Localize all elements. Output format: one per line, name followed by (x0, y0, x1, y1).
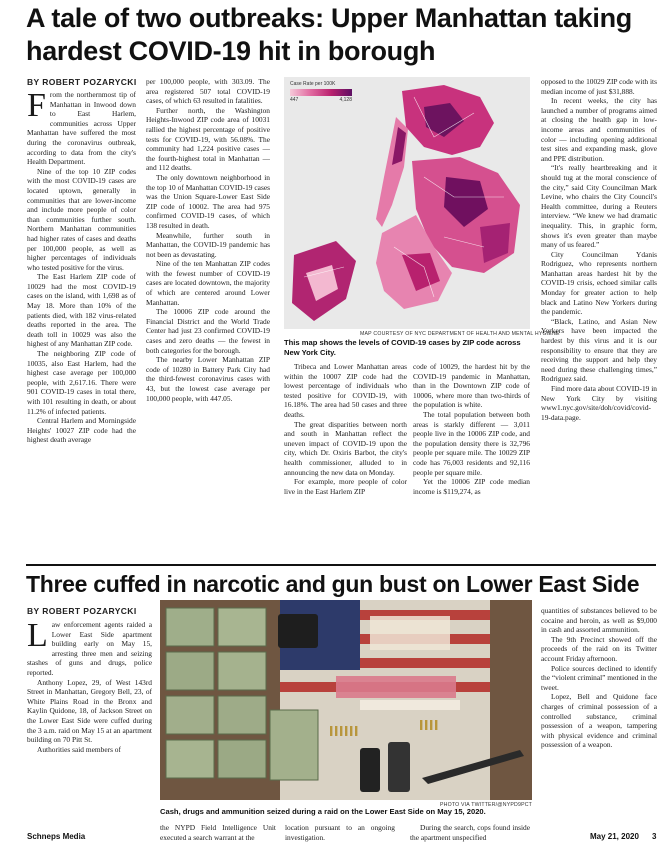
story1-headline: A tale of two outbreaks: Upper Manhattan taking hardest COVID-19 hit in borough (26, 3, 632, 66)
story1-paragraph: Find more data about COVID-19 in New York City by visiting www1.nyc.gov/site/doh/covid/covid-19-data.page. (541, 384, 657, 422)
story2-column-1 (27, 620, 152, 828)
story2-dropcap: L (27, 620, 48, 654)
story1-column-2 (146, 77, 270, 558)
story1-paragraph: The neighboring ZIP code of 10035, also East Harlem, had the highest case average per 100,000 people, with 2,617.16. There were 901 COVID-19 cases in total there, with 101 resulting in death, or about 11.2% of infected patients. (27, 349, 136, 416)
map-caption: This map shows the levels of COVID-19 cases by ZIP code across New York City. (284, 338, 521, 357)
story2-column-3 (285, 823, 395, 845)
story1-paragraph: Yet the 10006 ZIP code median income is $119,274, as (413, 477, 530, 496)
story1-paragraph: code of 10029, the hardest hit by the COVID-19 pandemic in Manhattan, than in the Downtown ZIP code of 10006, where more than two-thirds of the population is white. (413, 362, 530, 410)
story2-paragraph: aw enforcement agents raided a Lower East Side apartment building early on May 15, arresting three men and seizing stashes of guns and drugs, police reported. (27, 620, 152, 677)
story1-paragraph: Nine of the top 10 ZIP codes with the most COVID-19 cases are located uptown, generally in communities that are lower-income and include more people of color than communities further south. Northern Manhattan communities had higher rates of cases and deaths per 100,000 people, as well as higher percentages of individuals who tested positive for the virus. (27, 166, 136, 272)
photo-caption: Cash, drugs and ammunition seized during a raid on the Lower East Side on May 15, 2020. (160, 807, 486, 816)
story1-paragraph: City Councilman Ydanis Rodriguez, who represents northern Manhattan areas hardest hit by the COVID-19 crisis, echoed similar calls Monday for greater action to help black and Latino New Yorkers during the pandemic. (541, 249, 657, 317)
story1-column-5 (541, 77, 657, 558)
story1-paragraph: The total population between both areas is starkly different — 3,011 people live in the 10006 ZIP code, and the population density there is 32,796 people per square mile. The 10029 ZIP code has 76,003 residents and 92,116 people per square mile. (413, 409, 530, 477)
story1-paragraph: The 10006 ZIP code around the Financial District and the World Trade Center had just 23 confirmed COVID-19 cases and zero deaths — the fewest in both categories for the borough. (146, 307, 270, 355)
legend-values (290, 97, 352, 103)
story1-paragraph: rom the northernmost tip of Manhattan in Inwood down to East Harlem, communities across Upper Manhattan have suffered the most during the coronavirus outbreak, according to data from the city's Health Department. (27, 90, 136, 167)
story1-paragraph: Meanwhile, further south in Manhattan, the COVID-19 pandemic has not been as devastating. (146, 230, 270, 259)
story2-paragraph: Authorities said members of (37, 744, 121, 754)
legend-min: 447 (290, 97, 299, 103)
story2-paragraph: Lopez, Bell and Quidone face charges of criminal possession of a controlled substance, criminal possession of a weapon, tampering with physical evidence and criminal possession of a weapon. (541, 692, 657, 750)
story2-paragraph: During the search, cops found inside the apartment unspecified (410, 823, 530, 842)
covid-case-map (284, 77, 530, 329)
story2-column-5 (541, 606, 657, 828)
story2-headline: Three cuffed in narcotic and gun bust on Lower East Side (26, 571, 640, 597)
evidence-illustration (160, 600, 532, 800)
story1-paragraph: “It's really heartbreaking and it should tug at the moral conscience of the city,” said City Councilman Mark Levine, who chairs the City Council's Health committee, during a Reuters interview. “We knew we had dramatic inequality. This, in graphic form, shows it's even greater than maybe many of us feared.” (541, 163, 657, 250)
seized-items-photo (160, 600, 532, 800)
story2-paragraph: location pursuant to an ongoing investigation. (285, 823, 395, 842)
story1-paragraph: For example, more people of color live in the East Harlem ZIP (284, 477, 407, 496)
nyc-zip-map (284, 77, 530, 329)
page-number: 3 (652, 832, 657, 841)
story1-paragraph: opposed to the 10029 ZIP code with its median income of just $31,888. (541, 77, 657, 96)
story1-paragraph: The only downtown neighborhood in the top 10 of Manhattan COVID-19 cases was the Union Square-Lower East Side ZIP code of 10002. The area had 975 confirmed COVID-19 cases, of which 138 resulted in death. (146, 172, 270, 230)
story2-column-4 (410, 823, 530, 845)
story1-paragraph: per 100,000 people, with 303.09. The area registered 507 total COVID-19 cases, of which 63 resulted in fatalities. (146, 77, 270, 106)
story1-paragraph: The East Harlem ZIP code of 10029 had the most COVID-19 cases on the island, with 1,698 as of May 18. More than 10% of the patients died, with 182 virus-related deaths reported in the area. The death toll in 10029 was also the highest of any Manhattan ZIP code. (27, 272, 136, 349)
publisher-name: Schneps Media (27, 832, 86, 841)
story2-byline: BY ROBERT POZARYCKI (27, 606, 137, 616)
story2-column-2 (160, 823, 276, 845)
story2-paragraph: The 9th Precinct showed off the proceeds of the raid on its Twitter account Friday afternoon. (541, 634, 657, 663)
story1-paragraph: Tribeca and Lower Manhattan areas within the 10007 ZIP code had the lowest percentage of individuals who tested positive for COVID-19, with 16.18%. The area had 50 cases and three deaths. (284, 362, 407, 419)
story1-paragraph: Central Harlem and Morningside Heights' 10027 ZIP code had the highest death average (27, 416, 136, 445)
story1-paragraph: Further north, the Washington Heights-Inwood ZIP code area of 10031 rallied the highest percentage of positive tests for COVID-19, with 56.08%. The community had 1,224 positive cases — the fourth-highest total in Manhattan — and 112 deaths. (146, 105, 270, 173)
story2-paragraph: Anthony Lopez, 29, of West 143rd Street in Manhattan, Gregory Bell, 23, of White Plains Road in the Bronx and Kaylin Quidone, 18, of Jackson Street on the Lower East Side were cuffed during the 3 a.m. raid on May 15 at an apartment building on 70 Pitt St. (27, 677, 152, 745)
story1-paragraph: In recent weeks, the city has launched a number of programs aimed at closing the health gap in low-income areas and communities of color — including opening additional test sites and expanding mask, glove and PPE distribution. (541, 96, 657, 163)
section-divider (26, 564, 656, 566)
story1-dropcap: F (27, 90, 46, 124)
story2-paragraph: Police sources declined to identify the “violent criminal” mentioned in the tweet. (541, 663, 657, 692)
story1-paragraph: Nine of the ten Manhattan ZIP codes with the fewest number of COVID-19 cases are located downtown, the majority of which are centered around Lower Manhattan. (146, 259, 270, 307)
story1-paragraph: “Black, Latino, and Asian New Yorkers have been impacted the hardest by this virus and it is our responsibility to ensure that they are receiving the support and help they need during these challenging times,” Rodriguez said. (541, 316, 657, 384)
legend-max: 4,128 (339, 97, 352, 103)
issue-date: May 21, 2020 (590, 832, 639, 841)
legend-title: Case Rate per 100K (290, 81, 336, 87)
legend-gradient (290, 89, 352, 96)
story1-column-1 (27, 90, 136, 558)
story2-paragraph: the NYPD Field Intelligence Unit executed a search warrant at the (160, 823, 276, 842)
map-credit: MAP COURTESY OF NYC DEPARTMENT OF HEALTH AND MENTAL HYGIENE (360, 331, 560, 337)
story2-paragraph: quantities of substances believed to be cocaine and heroin, as well as $9,000 in cash and assorted ammunition. (541, 606, 657, 635)
story1-column-4 (413, 362, 530, 558)
story1-column-3 (284, 362, 407, 558)
photo-credit: PHOTO VIA TWITTER/@NYPD9PCT (440, 802, 533, 808)
map-legend (290, 81, 352, 103)
story1-byline: BY ROBERT POZARYCKI (27, 77, 137, 87)
story1-paragraph: The great disparities between north and south in Manhattan reflect the uneven impact of COVID-19 upon the city, which Dr. Oxiris Barbot, the city's health commissioner, alluded to in announcing the new data on Monday. (284, 419, 407, 477)
story1-paragraph: The nearby Lower Manhattan ZIP code of 10280 in Battery Park City had the third-fewest coronavirus cases with 43, but the lowest case average per 100,000 people, with 447.05. (146, 355, 270, 403)
